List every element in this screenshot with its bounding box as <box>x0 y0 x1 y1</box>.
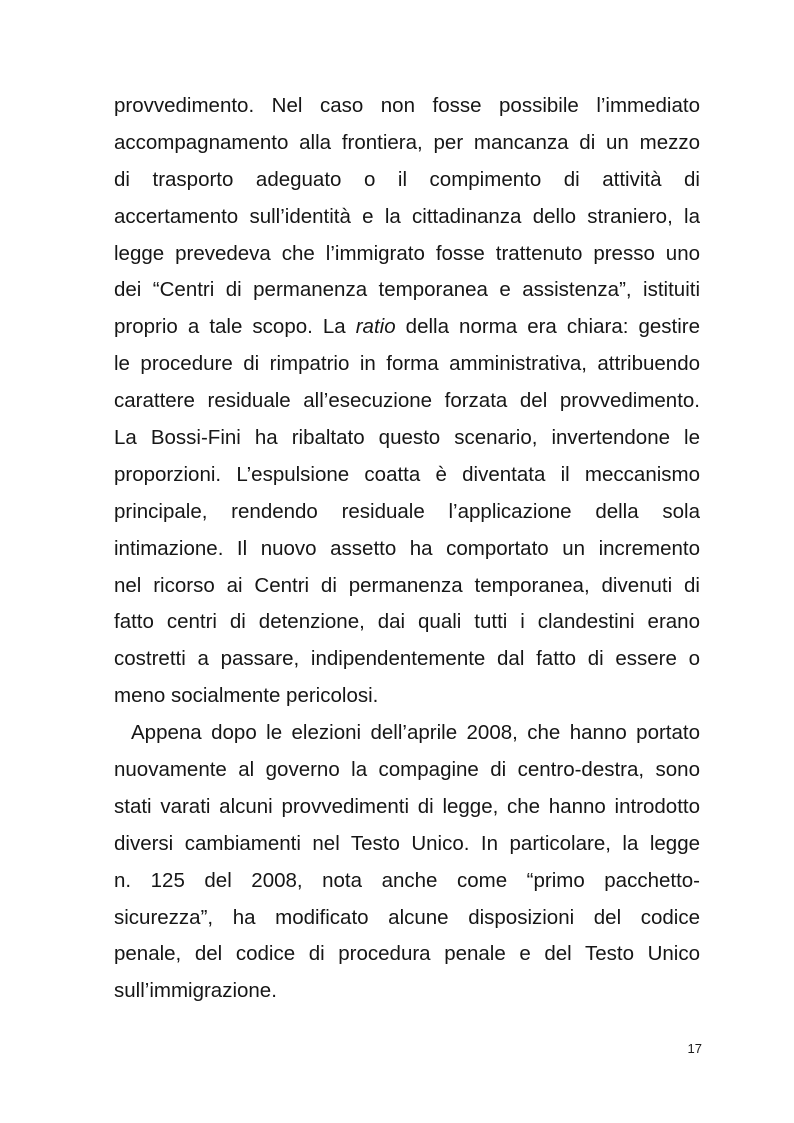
text-segment: proprio a tale scopo. La <box>114 315 356 339</box>
text-line: intimazione. Il nuovo assetto ha comportato un incremento <box>114 536 700 560</box>
paragraph-1 <box>114 88 700 715</box>
text-line: nuovamente al governo la compagine di centro-destra, sono <box>114 758 700 782</box>
text-line: n. 125 del 2008, nota anche come “primo pacchetto- <box>114 868 700 892</box>
text-line <box>114 309 700 346</box>
text-line: sicurezza”, ha modificato alcune disposizioni del codice <box>114 905 700 929</box>
body-text <box>114 88 700 1010</box>
text-line: accertamento sull’identità e la cittadinanza dello straniero, la <box>114 204 700 228</box>
italic-term: ratio <box>355 315 396 339</box>
text-line: fatto centri di detenzione, dai quali tutti i clandestini erano <box>114 610 700 634</box>
text-line: penale, del codice di procedura penale e del Testo Unico <box>114 942 700 966</box>
text-line: diversi cambiamenti nel Testo Unico. In particolare, la legge <box>114 831 700 855</box>
text-line: meno socialmente pericolosi. <box>114 684 379 708</box>
text-line: le procedure di rimpatrio in forma amministrativa, attribuendo <box>114 352 700 376</box>
text-line: carattere residuale all’esecuzione forzata del provvedimento. <box>114 389 700 413</box>
text-segment: della norma era chiara: gestire <box>395 315 700 339</box>
text-line: costretti a passare, indipendentemente dal fatto di essere o <box>114 647 700 671</box>
text-line: di trasporto adeguato o il compimento di attività di <box>114 167 700 191</box>
text-line: proporzioni. L’espulsione coatta è diventata il meccanismo <box>114 462 700 486</box>
text-line: stati varati alcuni provvedimenti di legge, che hanno introdotto <box>114 794 700 818</box>
text-line: Appena dopo le elezioni dell’aprile 2008, che hanno portato <box>131 721 700 745</box>
text-line: principale, rendendo residuale l’applicazione della sola <box>114 499 700 523</box>
page-number: 17 <box>687 1041 702 1056</box>
text-line: accompagnamento alla frontiera, per mancanza di un mezzo <box>114 130 700 154</box>
text-line: La Bossi-Fini ha ribaltato questo scenario, invertendone le <box>114 426 700 450</box>
text-line: nel ricorso ai Centri di permanenza temporanea, divenuti di <box>114 573 700 597</box>
text-line: provvedimento. Nel caso non fosse possibile l’immediato <box>114 94 700 117</box>
text-line: sull’immigrazione. <box>114 979 277 1003</box>
text-line: legge prevedeva che l’immigrato fosse trattenuto presso uno <box>114 241 700 265</box>
paragraph-2 <box>114 715 700 1010</box>
text-line: dei “Centri di permanenza temporanea e assistenza”, istituiti <box>114 278 700 302</box>
